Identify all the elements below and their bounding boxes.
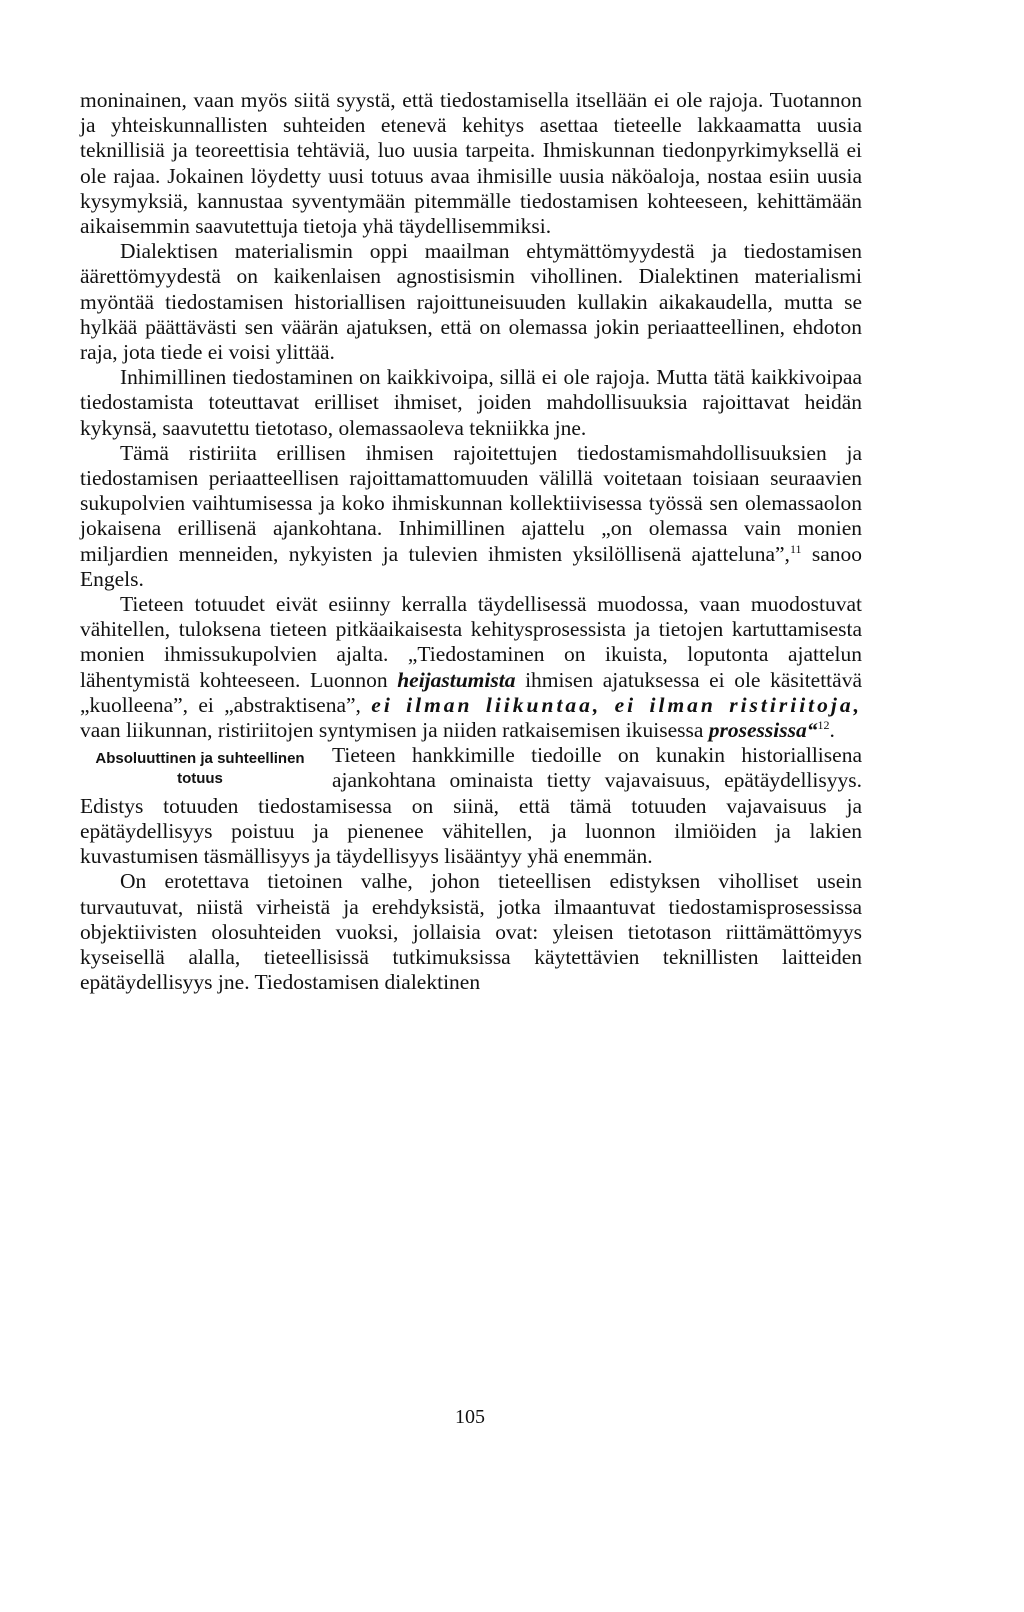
paragraph-6: Tieteen hankkimille tiedoille on kunakin historiallisena ajankohtana ominaista tietty vajavaisuus, epätäydellisyys. Edistys totuuden tiedostamisessa on siinä, että tämä totuuden vajavaisuus ja epätäydellisyys poistuu ja pienenee vähitellen, ja luonnon ilmiöiden ja lakien kuvastumisen täsmällisyys ja täydellisyys lisääntyy yhä enemmän.: [80, 743, 862, 869]
paragraph-5-text-b: ihmisen ajatuksessa ei ole käsitettävä „kuolleena”, ei „abstraktisena”,: [80, 667, 862, 717]
emphasis-prosessissa: prosessissa“: [708, 718, 818, 743]
paragraph-5-text-c: vaan liikunnan, ristiriitojen syntymisen ja niiden ratkaisemisen ikuisessa: [80, 718, 709, 743]
paragraph-4-text-a: Tämä ristiriita erillisen ihmisen rajoitettujen tiedostamismahdollisuuksien ja tiedostamisen periaatteellisen rajoittamattomuuden välillä voitetaan toisiaan seuraavien sukupolvien vaihtumisessa ja koko ihmiskunnan kollektiivisessa työssä sen olemassaolon jokaisena erillisenä ajankohtana. Inhimillinen ajattelu „on olemassa vain monien miljardien menneiden, nykyisten ja tulevien ihmisten yksilöllisenä ajatteluna”,: [80, 440, 862, 566]
paragraph-2: Dialektisen materialismin oppi maailman ehtymättömyydestä ja tiedostamisen äärettömyydestä on kaikenlaisen agnostisismin vihollinen. Dialektinen materialismi myöntää tiedostamisen historiallisen rajoittuneisuuden kullakin aikakaudella, mutta se hylkää päättävästi sen väärän ajatuksen, että on olemassa jokin periaatteellinen, ehdoton raja, jota tiede ei voisi ylittää.: [80, 239, 862, 365]
margin-heading: Absoluuttinen ja suhteellinen totuus: [95, 750, 305, 788]
paragraph-4: [80, 441, 862, 592]
footnote-ref-11: 11: [789, 541, 802, 556]
paragraph-7: On erotettava tietoinen valhe, johon tieteellisen edistyksen viholliset usein turvautuvat, niistä virheistä ja erehdyksistä, jotka ilmaantuvat tiedostamisprosessissa objektiivisten olosuhteiden vuoksi, jollaisia ovat: yleisen tietotason riittämättömyys kyseisellä alalla, tieteellisissä tutkimuksissa käytettävien teknillisten laitteiden epätäydellisyys jne. Tiedostamisen dialektinen: [80, 869, 862, 995]
paragraph-1: moninainen, vaan myös siitä syystä, että tiedostamisella itsellään ei ole rajoja. Tuotannon ja yhteiskunnallisten suhteiden etenevä kehitys asettaa tieteelle lakkaamatta uusia teknillisiä ja teoreettisia tehtäviä, luo uusia tarpeita. Ihmiskunnan tiedonpyrkimyksellä ei ole rajaa. Jokainen löydetty uusi totuus avaa ihmisille uusia näköaloja, nostaa esiin uusia kysymyksiä, kannustaa syventymään pitemmälle tiedostamisen kohteeseen, kehittämään aikaisemmin saavutettuja tietoja yhä täydellisemmiksi.: [80, 88, 862, 239]
paragraph-3: Inhimillinen tiedostaminen on kaikkivoipa, sillä ei ole rajoja. Mutta tätä kaikkivoipaa tiedostamista toteuttavat erilliset ihmiset, joiden mahdollisuuksia rajoittavat heidän kykynsä, saavutettu tietotaso, olemassaoleva tekniikka jne.: [80, 365, 862, 440]
paragraph-4-text-b: sanoo Engels.: [80, 541, 862, 591]
page-number: 105: [455, 1406, 485, 1428]
paragraph-5-text-a: Tieteen totuudet eivät esiinny kerralla täydellisessä muodossa, vaan muodostuvat vähitellen, tuloksena tieteen pitkäaikaisesta kehitysprosessista ja tietojen kartuttamisesta monien ihmissukupolvien ajalta. „Tiedostaminen on ikuista, loputonta ajattelun lähentymistä kohteeseen. Luonnon: [80, 592, 862, 692]
body-text: [80, 88, 862, 995]
paragraph-5-text-d: .: [829, 718, 835, 743]
emphasis-ei-ilman: ei ilman liikuntaa, ei ilman ristiriitoja,: [371, 692, 862, 717]
footnote-ref-12: 12: [817, 717, 830, 732]
emphasis-heijastumista: heijastumista: [397, 667, 516, 692]
paragraph-5: [80, 592, 862, 743]
